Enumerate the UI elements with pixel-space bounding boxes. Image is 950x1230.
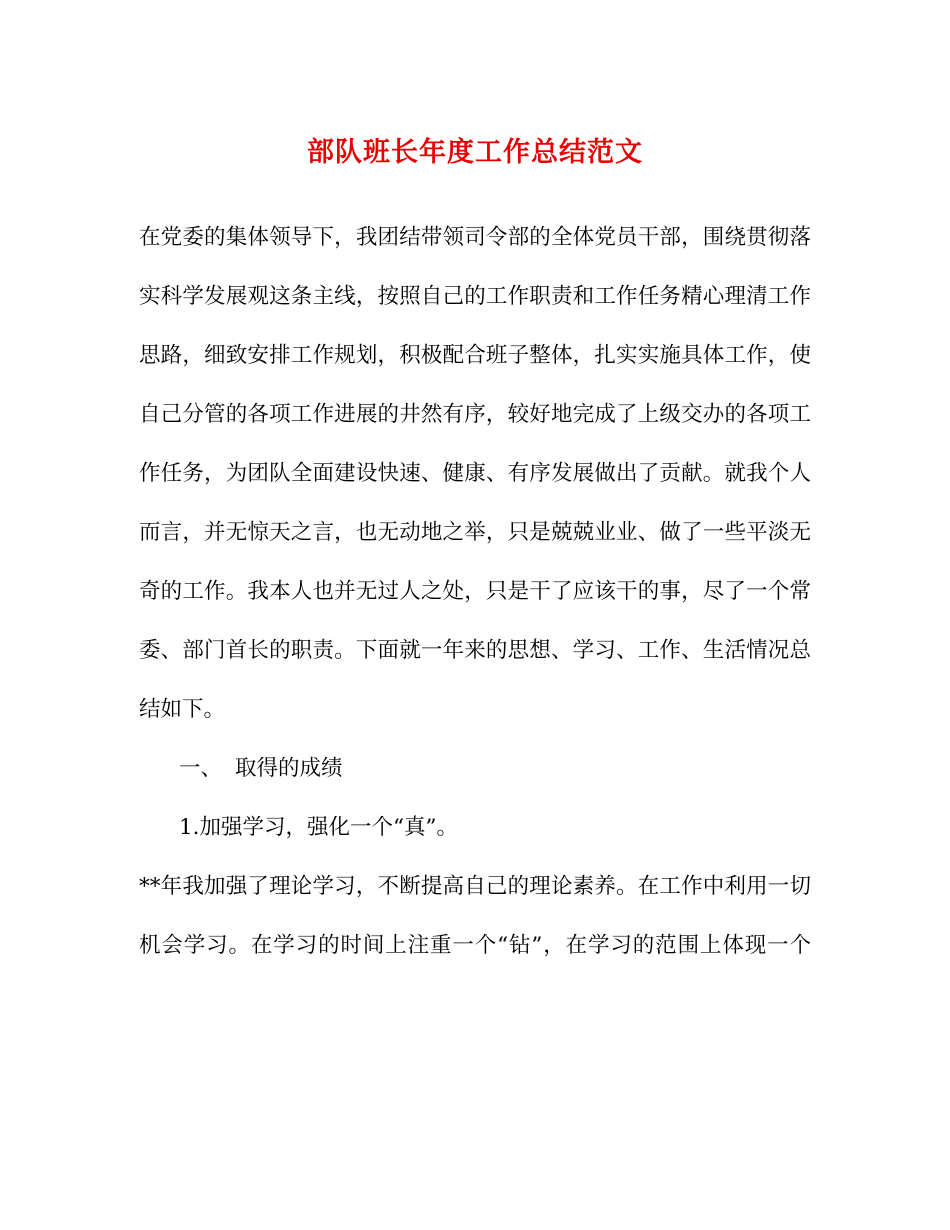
body-line-6: 而言，并无惊天之言，也无动地之举，只是兢兢业业、做了一些平淡无 <box>139 520 811 545</box>
body-line-4: 自己分管的各项工作进展的井然有序，较好地完成了上级交办的各项工 <box>139 402 811 427</box>
body-line-10: **年我加强了理论学习，不断提高自己的理论素养。在工作中利用一切 <box>139 874 811 899</box>
document-body <box>139 208 811 975</box>
body-line-11: 机会学习。在学习的时间上注重一个“钻”，在学习的范围上体现一个 <box>139 933 811 958</box>
subheading: 1.加强学习，强化一个“真”。 <box>179 815 458 840</box>
body-line-7: 奇的工作。我本人也并无过人之处，只是干了应该干的事，尽了一个常 <box>139 579 811 604</box>
body-line-8: 委、部门首长的职责。下面就一年来的思想、学习、工作、生活情况总 <box>139 638 811 663</box>
document-title: 部队班长年度工作总结范文 <box>307 137 643 168</box>
body-line-1: 在党委的集体领导下，我团结带领司令部的全体党员干部，围绕贯彻落 <box>139 225 811 250</box>
body-line-2: 实科学发展观这条主线，按照自己的工作职责和工作任务精心理清工作 <box>139 284 811 309</box>
body-line-9: 结如下。 <box>139 697 226 722</box>
body-line-3: 思路，细致安排工作规划，积极配合班子整体，扎实实施具体工作，使 <box>139 343 811 368</box>
section-heading <box>139 739 811 798</box>
section-heading-text: 取得的成绩 <box>235 756 343 781</box>
section-heading-number: 一、 <box>179 756 223 781</box>
body-line-5: 作任务，为团队全面建设快速、健康、有序发展做出了贡献。就我个人 <box>139 461 811 486</box>
